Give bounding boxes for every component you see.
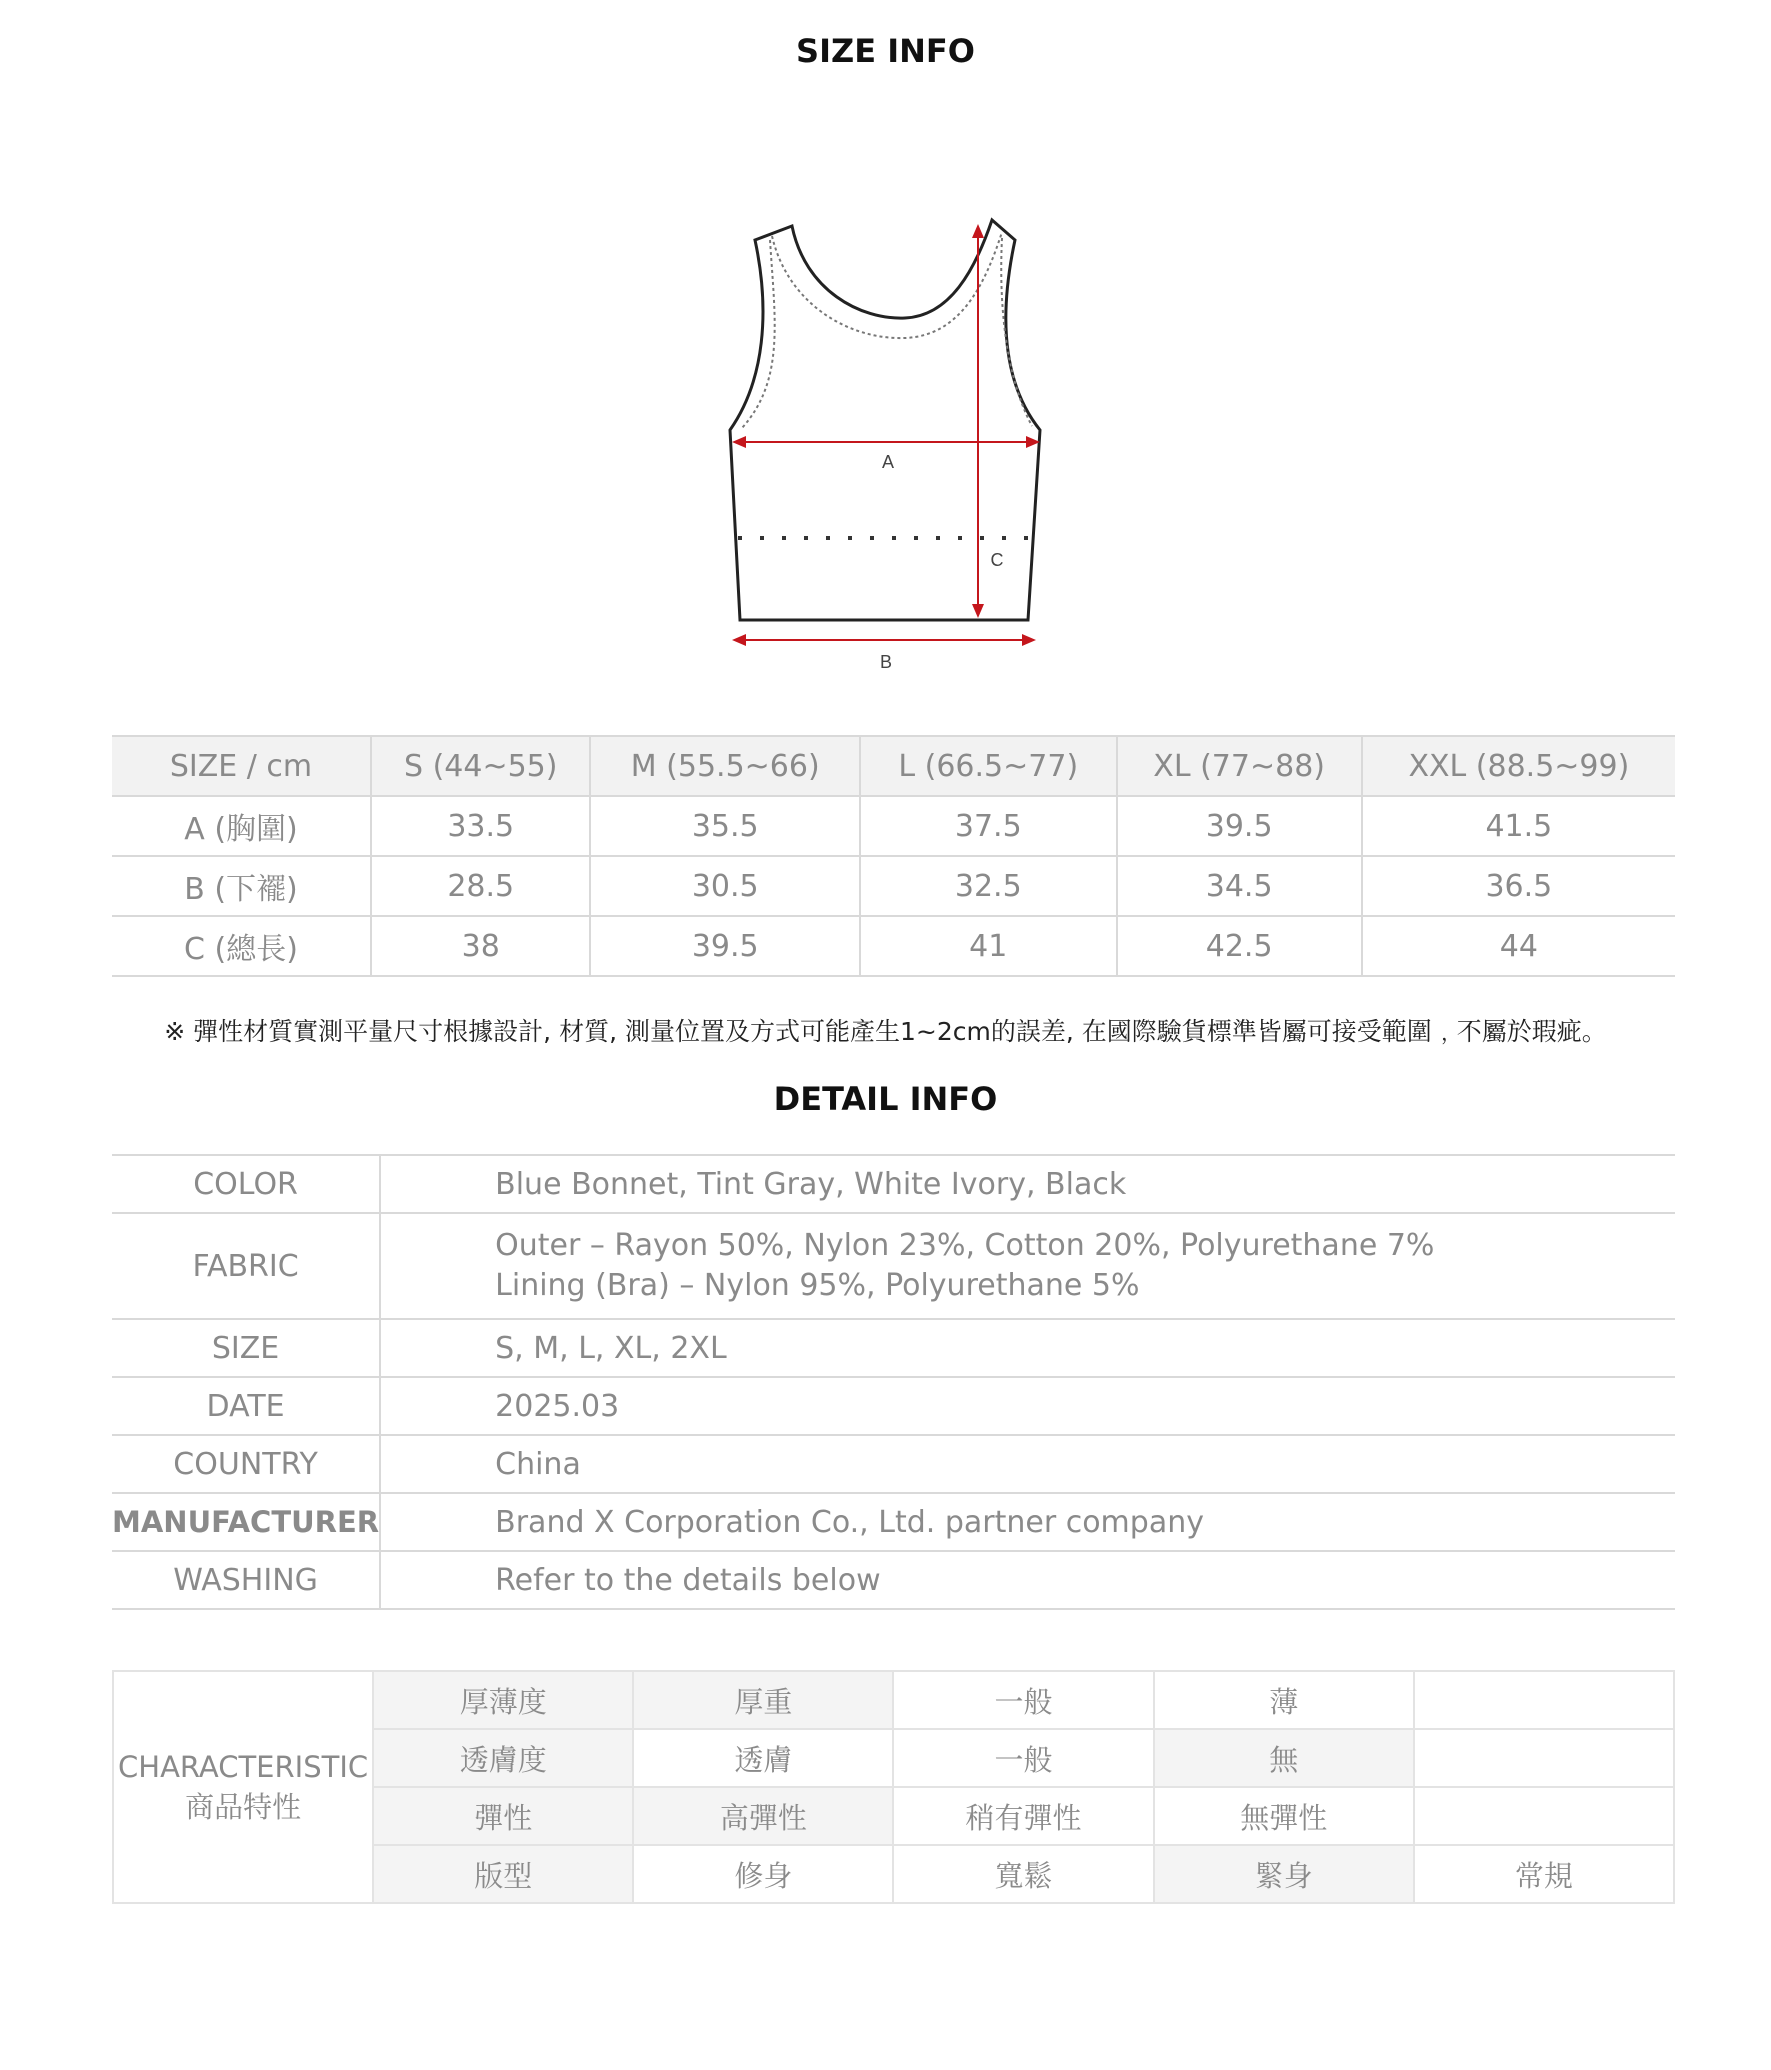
- detail-value: [380, 1213, 1675, 1319]
- measure-b-arrowhead-left: [732, 634, 746, 646]
- detail-key: MANUFACTURER: [112, 1493, 380, 1551]
- size-cell: 38: [371, 916, 590, 976]
- size-cell: 28.5: [371, 856, 590, 916]
- characteristic-name: 透膚度: [373, 1729, 633, 1787]
- measure-a-label: A: [881, 452, 895, 472]
- characteristic-option: 薄: [1154, 1671, 1414, 1729]
- characteristic-option: 透膚: [633, 1729, 893, 1787]
- size-cell: 33.5: [371, 796, 590, 856]
- measure-b-label: B: [879, 652, 893, 672]
- characteristic-table: [112, 1670, 1675, 1904]
- characteristic-option: [1414, 1671, 1674, 1729]
- detail-row-manufacturer: [112, 1493, 1675, 1551]
- size-row-label: C (總長): [112, 916, 371, 976]
- detail-row-color: [112, 1155, 1675, 1213]
- characteristic-option: 緊身: [1154, 1845, 1414, 1903]
- size-header-cell: XXL (88.5~99): [1362, 736, 1675, 796]
- size-cell: 30.5: [590, 856, 860, 916]
- size-table-row: [112, 856, 1675, 916]
- detail-value: S, M, L, XL, 2XL: [380, 1319, 1675, 1377]
- characteristic-name: 版型: [373, 1845, 633, 1903]
- characteristic-option: 厚重: [633, 1671, 893, 1729]
- size-table: [112, 735, 1675, 977]
- characteristic-label-zh: 商品特性: [185, 1790, 302, 1824]
- characteristic-option: 高彈性: [633, 1787, 893, 1845]
- size-table-header-row: [112, 736, 1675, 796]
- characteristic-option: 修身: [633, 1845, 893, 1903]
- detail-key: SIZE: [112, 1319, 380, 1377]
- characteristic-option: [1414, 1787, 1674, 1845]
- detail-key: COLOR: [112, 1155, 380, 1213]
- detail-info-title: DETAIL INFO: [773, 1080, 998, 1118]
- detail-value: Brand X Corporation Co., Ltd. partner company: [380, 1493, 1675, 1551]
- fabric-lining-line: Lining (Bra) – Nylon 95%, Polyurethane 5%: [495, 1268, 1140, 1303]
- fabric-outer-line: Outer – Rayon 50%, Nylon 23%, Cotton 20%, Polyurethane 7%: [495, 1228, 1435, 1263]
- size-header-cell: SIZE / cm: [112, 736, 371, 796]
- detail-value: Blue Bonnet, Tint Gray, White Ivory, Black: [380, 1155, 1675, 1213]
- size-cell: 34.5: [1117, 856, 1362, 916]
- detail-key: WASHING: [112, 1551, 380, 1609]
- size-header-cell: XL (77~88): [1117, 736, 1362, 796]
- characteristic-option: 一般: [893, 1671, 1153, 1729]
- measurement-note: ※ 彈性材質實測平量尺寸根據設計, 材質, 測量位置及方式可能產生1~2cm的誤差, 在國際驗貨標準皆屬可接受範圍﹐不屬於瑕疵。: [164, 1017, 1607, 1046]
- characteristic-label: [113, 1671, 373, 1903]
- detail-row-fabric: [112, 1213, 1675, 1319]
- characteristic-option: 無彈性: [1154, 1787, 1414, 1845]
- size-table-row: [112, 796, 1675, 856]
- size-cell: 36.5: [1362, 856, 1675, 916]
- size-cell: 39.5: [1117, 796, 1362, 856]
- characteristic-option: 常規: [1414, 1845, 1674, 1903]
- size-header-cell: S (44~55): [371, 736, 590, 796]
- size-cell: 37.5: [860, 796, 1117, 856]
- detail-table: [112, 1154, 1675, 1610]
- characteristic-option: 寬鬆: [893, 1845, 1153, 1903]
- detail-row-date: [112, 1377, 1675, 1435]
- measure-c-label: C: [990, 550, 1004, 570]
- detail-row-washing: [112, 1551, 1675, 1609]
- characteristic-option: 無: [1154, 1729, 1414, 1787]
- characteristic-name: 厚薄度: [373, 1671, 633, 1729]
- size-cell: 42.5: [1117, 916, 1362, 976]
- detail-row-country: [112, 1435, 1675, 1493]
- detail-value: 2025.03: [380, 1377, 1675, 1435]
- size-row-label: B (下襬): [112, 856, 371, 916]
- detail-value: China: [380, 1435, 1675, 1493]
- size-cell: 39.5: [590, 916, 860, 976]
- size-header-cell: M (55.5~66): [590, 736, 860, 796]
- size-cell: 41: [860, 916, 1117, 976]
- measure-c-arrowhead-top: [972, 224, 984, 238]
- detail-row-size: [112, 1319, 1675, 1377]
- detail-key: DATE: [112, 1377, 380, 1435]
- size-cell: 32.5: [860, 856, 1117, 916]
- size-table-row: [112, 916, 1675, 976]
- detail-key: FABRIC: [112, 1213, 380, 1319]
- detail-key: COUNTRY: [112, 1435, 380, 1493]
- characteristic-option: [1414, 1729, 1674, 1787]
- characteristic-label-en: CHARACTERISTIC: [118, 1750, 369, 1784]
- characteristic-name: 彈性: [373, 1787, 633, 1845]
- detail-value: Refer to the details below: [380, 1551, 1675, 1609]
- size-row-label: A (胸圍): [112, 796, 371, 856]
- size-info-title: SIZE INFO: [796, 32, 975, 70]
- characteristic-option: 一般: [893, 1729, 1153, 1787]
- tank-top-measurement-diagram: [710, 210, 1060, 690]
- measure-b-arrowhead-right: [1022, 634, 1036, 646]
- size-cell: 35.5: [590, 796, 860, 856]
- characteristic-row: [113, 1671, 1674, 1729]
- size-header-cell: L (66.5~77): [860, 736, 1117, 796]
- characteristic-option: 稍有彈性: [893, 1787, 1153, 1845]
- size-cell: 44: [1362, 916, 1675, 976]
- size-cell: 41.5: [1362, 796, 1675, 856]
